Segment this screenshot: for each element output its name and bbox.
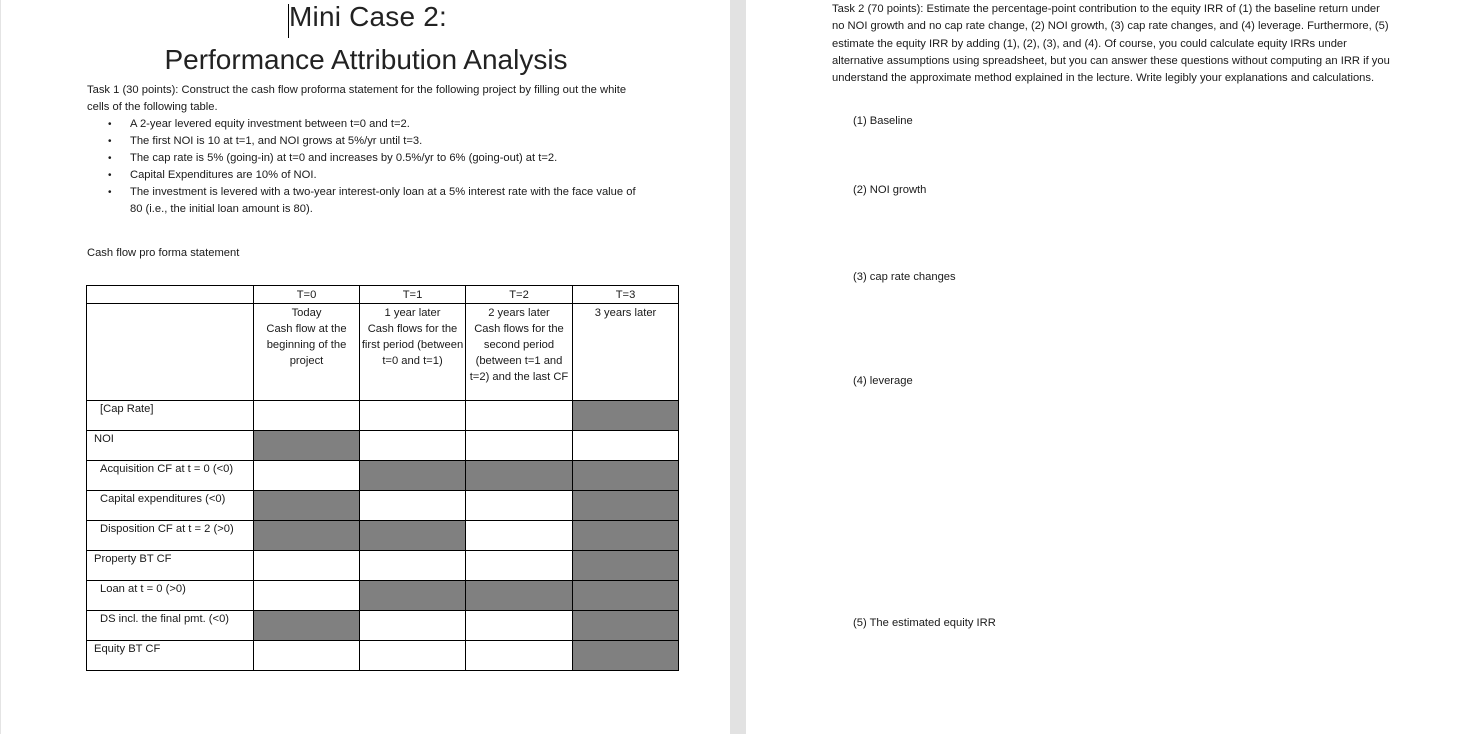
page-gutter <box>730 0 746 734</box>
table-row <box>87 461 679 491</box>
col-desc: Cash flow at the beginning of the project <box>266 323 347 367</box>
row-label: Disposition CF at t = 2 (>0) <box>87 521 254 551</box>
row-label: Property BT CF <box>87 551 254 581</box>
fill-in-cell[interactable] <box>466 401 573 431</box>
fill-in-cell[interactable] <box>466 491 573 521</box>
table-heading: Cash flow pro forma statement <box>87 247 240 259</box>
col-sub: Today <box>291 307 322 319</box>
bullet-item: • A 2-year levered equity investment between t=0 and t=2. <box>108 116 648 133</box>
col-desc: Cash flows for the first period (between t=0 and t=1) <box>361 323 464 367</box>
task1-bullet-list <box>108 116 648 218</box>
question-baseline: (1) Baseline <box>853 115 913 127</box>
question-estimated-equity-irr: (5) The estimated equity IRR <box>853 617 996 629</box>
col-time-t3: T=3 <box>573 286 679 304</box>
table-row <box>87 611 679 641</box>
fill-in-cell[interactable] <box>360 431 466 461</box>
fill-in-cell[interactable] <box>466 521 573 551</box>
fill-in-cell[interactable] <box>254 581 360 611</box>
header-row-desc <box>87 304 679 401</box>
table-row <box>87 581 679 611</box>
table-row <box>87 521 679 551</box>
row-label: [Cap Rate] <box>87 401 254 431</box>
col-desc: Cash flows for the second period (between t=1 and t=2) and the last CF <box>469 323 569 383</box>
fill-in-cell[interactable] <box>466 641 573 671</box>
fill-in-cell[interactable] <box>466 431 573 461</box>
row-label: DS incl. the final pmt. (<0) <box>87 611 254 641</box>
table-row <box>87 641 679 671</box>
col-desc-t0 <box>254 304 360 401</box>
col-desc-t3 <box>573 304 679 401</box>
row-label: Capital expenditures (<0) <box>87 491 254 521</box>
fill-in-cell[interactable] <box>360 401 466 431</box>
fill-in-cell[interactable] <box>254 401 360 431</box>
fill-in-cell[interactable] <box>360 611 466 641</box>
cash-flow-table <box>86 285 679 671</box>
shaded-cell <box>573 461 679 491</box>
bullet-item: • Capital Expenditures are 10% of NOI. <box>108 167 648 184</box>
question-noi-growth: (2) NOI growth <box>853 184 927 196</box>
shaded-cell <box>360 581 466 611</box>
fill-in-cell[interactable] <box>466 551 573 581</box>
fill-in-cell[interactable] <box>254 461 360 491</box>
fill-in-cell[interactable] <box>466 611 573 641</box>
fill-in-cell[interactable] <box>573 431 679 461</box>
shaded-cell <box>360 521 466 551</box>
shaded-cell <box>254 611 360 641</box>
shaded-cell <box>466 461 573 491</box>
table-row <box>87 551 679 581</box>
shaded-cell <box>254 491 360 521</box>
document-page-right <box>746 0 1461 734</box>
row-label: Equity BT CF <box>87 641 254 671</box>
bullet-item: • The investment is levered with a two-year interest-only loan at a 5% interest rate with the face value of 80 (i.e., the initial loan amount is 80). <box>108 184 648 218</box>
shaded-cell <box>573 551 679 581</box>
col-desc-t1 <box>360 304 466 401</box>
fill-in-cell[interactable] <box>254 641 360 671</box>
question-cap-rate-changes: (3) cap rate changes <box>853 271 956 283</box>
row-label: Loan at t = 0 (>0) <box>87 581 254 611</box>
table-row <box>87 401 679 431</box>
shaded-cell <box>254 521 360 551</box>
title-line-1: Mini Case 2: <box>289 1 448 32</box>
shaded-cell <box>573 521 679 551</box>
bullet-item: • The first NOI is 10 at t=1, and NOI grows at 5%/yr until t=3. <box>108 133 648 150</box>
corner-cell <box>87 286 254 304</box>
header-row-times <box>87 286 679 304</box>
shaded-cell <box>573 581 679 611</box>
table-row <box>87 431 679 461</box>
question-leverage: (4) leverage <box>853 375 913 387</box>
shaded-cell <box>360 461 466 491</box>
shaded-cell <box>254 431 360 461</box>
task2-instructions: Task 2 (70 points): Estimate the percentage-point contribution to the equity IRR of (1) the baseline return under no NOI growth and no cap rate change, (2) NOI growth, (3) cap rate changes, and (4) leverage. Furthermore, (5) estimate the equity IRR by adding (1), (2), (3), and (4). Of course, you could calculate equity IRRs under alternative assumptions using spreadsheet, but you can answer these questions without computing an IRR if you understand the approximate method explained in the lecture. Write legibly your explanations and calculations. <box>832 3 1390 85</box>
shaded-cell <box>573 611 679 641</box>
col-time-t2: T=2 <box>466 286 573 304</box>
task1-instructions: Task 1 (30 points): Construct the cash flow proforma statement for the following project by filling out the white cells of the following table. <box>87 84 627 113</box>
shaded-cell <box>573 401 679 431</box>
col-sub: 3 years later <box>594 307 657 319</box>
fill-in-cell[interactable] <box>360 491 466 521</box>
corner-cell-desc <box>87 304 254 401</box>
shaded-cell <box>466 581 573 611</box>
table-body <box>87 401 679 671</box>
bullet-item: • The cap rate is 5% (going-in) at t=0 and increases by 0.5%/yr to 6% (going-out) at t=2. <box>108 150 648 167</box>
col-time-t1: T=1 <box>360 286 466 304</box>
table-row <box>87 491 679 521</box>
col-time-t0: T=0 <box>254 286 360 304</box>
col-sub: 1 year later <box>384 307 441 319</box>
row-label: NOI <box>87 431 254 461</box>
fill-in-cell[interactable] <box>254 551 360 581</box>
shaded-cell <box>573 641 679 671</box>
fill-in-cell[interactable] <box>360 551 466 581</box>
col-sub: 2 years later <box>488 307 550 319</box>
shaded-cell <box>573 491 679 521</box>
row-label: Acquisition CF at t = 0 (<0) <box>87 461 254 491</box>
title-line-2-text: Performance Attribution Analysis <box>164 44 568 75</box>
title-line-2 <box>1 44 731 76</box>
col-desc-t2 <box>466 304 573 401</box>
fill-in-cell[interactable] <box>360 641 466 671</box>
